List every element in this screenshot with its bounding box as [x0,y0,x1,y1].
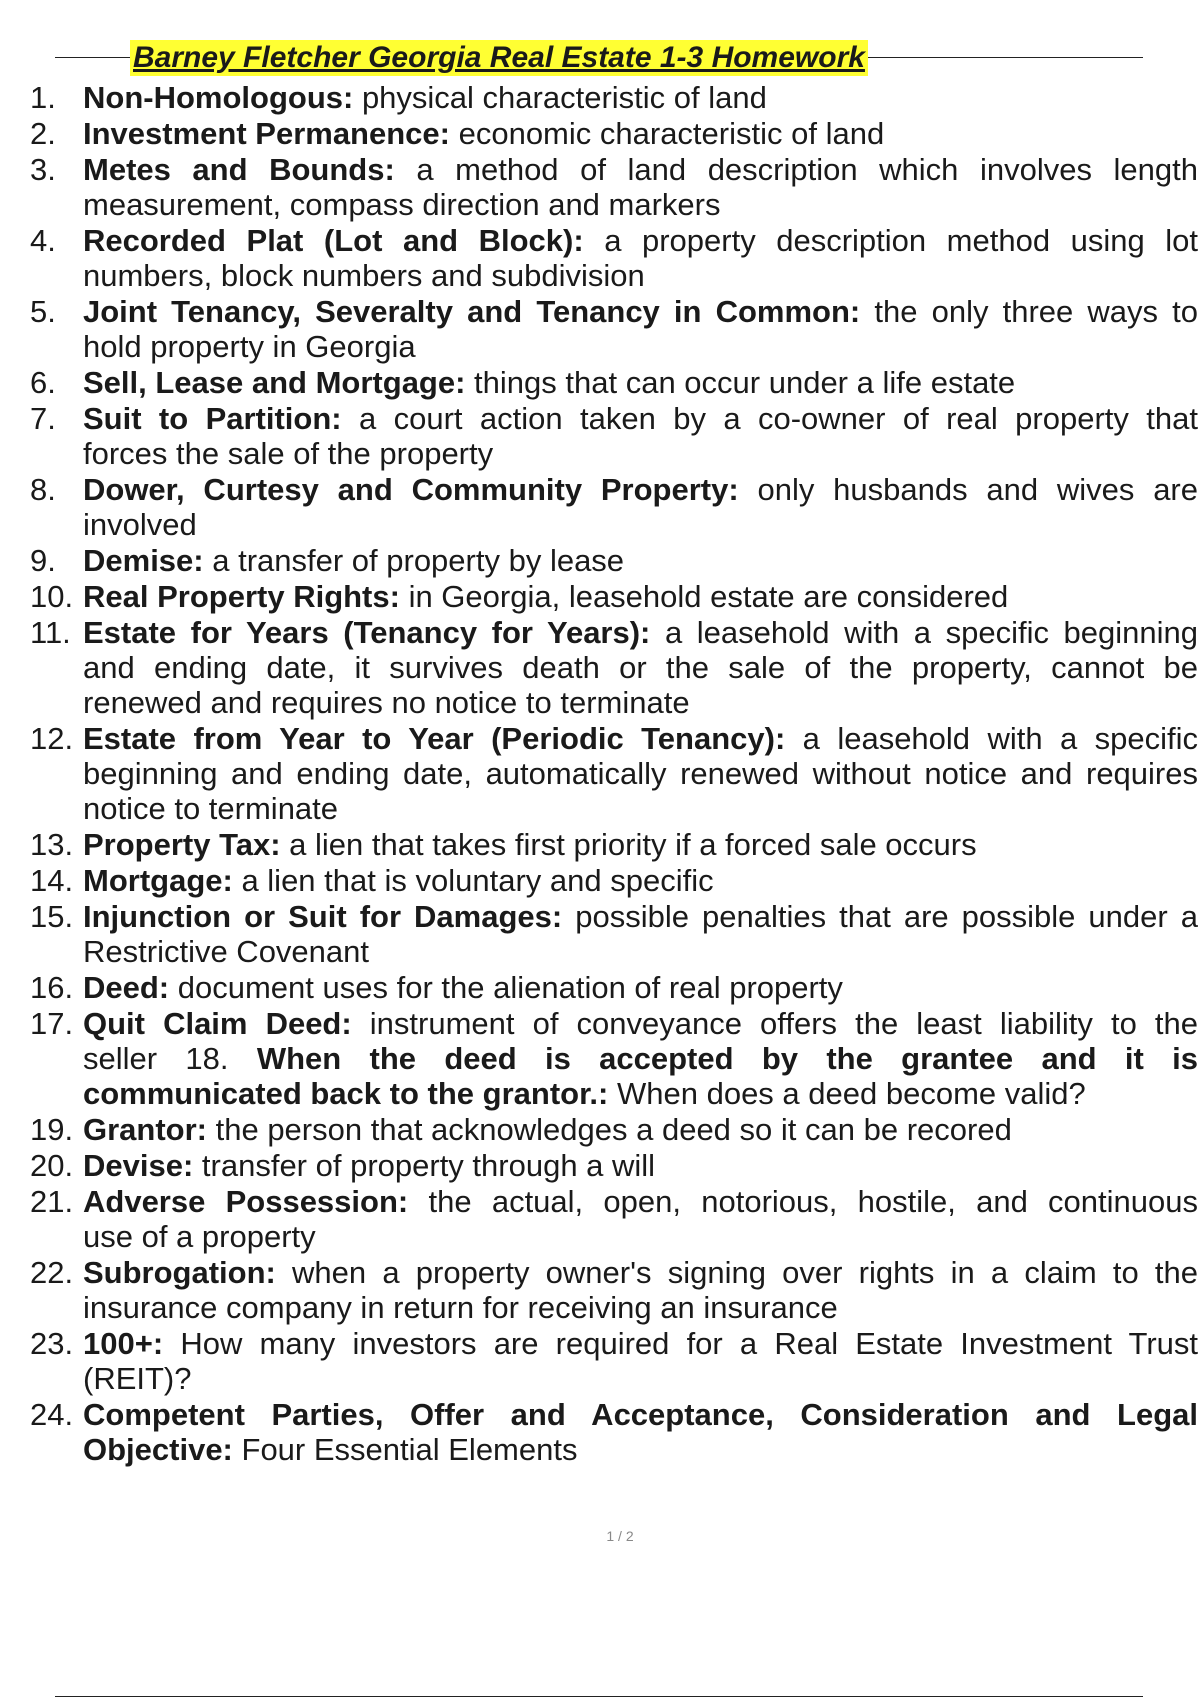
item-number: 17. [30,1006,74,1041]
item-text [83,1112,1198,1147]
item-definition: renewed and requires no notice to terminate [83,685,690,720]
item-definition: a property description method using lot [583,223,1198,258]
item-text [83,543,1198,578]
item-number: 22. [30,1255,74,1290]
item-term: Subrogation: [83,1255,276,1290]
definition-list [30,80,1198,1468]
list-item [30,1112,1198,1147]
item-term: Mortgage: [83,863,233,898]
item-term: Real Property Rights: [83,579,400,614]
item-number: 9. [30,543,56,578]
item-term: Metes and Bounds: [83,152,395,187]
item-definition: a leasehold with a specific beginning [650,615,1198,650]
list-item [30,615,1198,720]
list-item [30,223,1198,293]
item-line [83,721,1198,756]
item-line [83,899,1198,934]
item-definition: and ending date, it survives death or the sale of the property, cannot be [83,650,1198,685]
item-line [83,116,1198,151]
list-item [30,152,1198,222]
item-text [83,1255,1198,1325]
item-line [83,1184,1198,1219]
list-item [30,863,1198,898]
bottom-rule [55,1696,1143,1697]
list-item [30,116,1198,151]
item-text [83,863,1198,898]
item-line [83,80,1198,115]
item-line [83,152,1198,187]
item-line [83,756,1198,791]
item-number: 14. [30,863,74,898]
list-item [30,543,1198,578]
item-definition: physical characteristic of land [353,80,767,115]
item-number: 24. [30,1397,74,1432]
item-term: Injunction or Suit for Damages: [83,899,563,934]
item-term: Recorded Plat (Lot and Block): [83,223,584,258]
item-term: Property Tax: [83,827,281,862]
document-title: Barney Fletcher Georgia Real Estate 1-3 Homework [130,40,868,76]
item-definition: the actual, open, notorious, hostile, and continuous [408,1184,1198,1219]
list-item [30,721,1198,826]
item-number: 3. [30,152,56,187]
list-item [30,827,1198,862]
list-item [30,80,1198,115]
item-text [83,1326,1198,1396]
item-text [83,615,1198,720]
list-item [30,579,1198,614]
item-number: 13. [30,827,74,862]
item-line [83,436,1198,471]
item-definition: a court action taken by a co-owner of real property that [341,401,1198,436]
item-term: Estate from Year to Year (Periodic Tenancy): [83,721,786,756]
item-number: 11. [30,615,71,650]
item-definition: a lien that is voluntary and specific [232,863,714,898]
item-definition: a transfer of property by lease [203,543,625,578]
item-term: When the deed is accepted by the grantee and it is [256,1041,1198,1076]
item-line [83,579,1198,614]
item-line [83,1076,1198,1111]
item-definition: when a property owner's signing over rights in a claim to the [275,1255,1198,1290]
list-item [30,1184,1198,1254]
item-text [83,116,1198,151]
item-line [83,615,1198,650]
item-definition: a method of land description which involves length [394,152,1198,187]
item-text [83,472,1198,542]
item-term: communicated back to the grantor.: [83,1076,609,1111]
item-term: Deed: [83,970,170,1005]
item-line [83,791,1198,826]
item-definition: numbers, block numbers and subdivision [83,258,645,293]
item-number: 4. [30,223,56,258]
item-definition: the only three ways to [860,294,1198,329]
item-line [83,934,1198,969]
item-number: 23. [30,1326,74,1361]
item-text [83,223,1198,293]
list-item [30,1255,1198,1325]
item-text [83,294,1198,364]
item-line [83,258,1198,293]
title-row [55,40,1143,80]
item-definition: (REIT)? [83,1361,192,1396]
item-text [83,827,1198,862]
item-line [83,1432,1198,1467]
item-term: Objective: [83,1432,233,1467]
item-number: 6. [30,365,56,400]
item-definition: transfer of property through a will [193,1148,656,1183]
item-definition: instrument of conveyance offers the least liability to the [351,1006,1198,1041]
item-number: 16. [30,970,74,1005]
item-number: 10. [30,579,74,614]
list-item [30,1397,1198,1467]
item-definition: notice to terminate [83,791,339,826]
item-line [83,543,1198,578]
list-item [30,1326,1198,1396]
item-term: Adverse Possession: [83,1184,409,1219]
item-line [83,507,1198,542]
item-text [83,401,1198,471]
list-item [30,472,1198,542]
list-item [30,365,1198,400]
item-text [83,970,1198,1005]
item-text [83,1006,1198,1111]
item-term: 100+: [83,1326,164,1361]
item-line [83,1326,1198,1361]
list-item [30,1148,1198,1183]
item-number: 21. [30,1184,74,1219]
item-definition: insurance company in return for receiving an insurance [83,1290,838,1325]
item-term: Joint Tenancy, Severalty and Tenancy in Common: [83,294,861,329]
item-line [83,1148,1198,1183]
item-term: Investment Permanence: [83,116,450,151]
item-number: 1. [30,80,56,115]
item-line [83,472,1198,507]
item-definition: the person that acknowledges a deed so it can be recored [207,1112,1012,1147]
item-term: Quit Claim Deed: [83,1006,352,1041]
item-line [83,223,1198,258]
item-definition: measurement, compass direction and markers [83,187,721,222]
item-text [83,152,1198,222]
item-text [83,721,1198,826]
item-line [83,1041,1198,1076]
item-text [83,365,1198,400]
item-number: 20. [30,1148,74,1183]
item-definition: When does a deed become valid? [608,1076,1086,1111]
item-definition: beginning and ending date, automatically renewed without notice and requires [83,756,1198,791]
item-number: 7. [30,401,56,436]
item-number: 5. [30,294,56,329]
item-line [83,685,1198,720]
list-item [30,294,1198,364]
item-line [83,187,1198,222]
item-line [83,365,1198,400]
item-definition: Restrictive Covenant [83,934,370,969]
item-term: Estate for Years (Tenancy for Years): [83,615,651,650]
item-text [83,1397,1198,1467]
list-item [30,401,1198,471]
item-line [83,294,1198,329]
list-item [30,899,1198,969]
item-definition: use of a property [83,1219,316,1254]
item-line [83,827,1198,862]
item-line [83,1290,1198,1325]
item-term: Grantor: [83,1112,207,1147]
item-definition: possible penalties that are possible under a [562,899,1198,934]
item-number: 15. [30,899,74,934]
item-number: 12. [30,721,74,756]
list-item [30,1006,1198,1111]
item-definition: a lien that takes first priority if a forced sale occurs [280,827,977,862]
item-definition: forces the sale of the property [83,436,494,471]
item-text [83,80,1198,115]
item-definition: only husbands and wives are [738,472,1198,507]
item-term: Sell, Lease and Mortgage: [83,365,466,400]
item-line [83,1361,1198,1396]
item-text [83,1184,1198,1254]
item-term: Non-Homologous: [83,80,354,115]
item-line [83,970,1198,1005]
item-term: Devise: [83,1148,194,1183]
item-text [83,899,1198,969]
item-term: Competent Parties, Offer and Acceptance, Consideration and Legal [83,1397,1198,1432]
item-definition: things that can occur under a life estate [465,365,1016,400]
item-term: Dower, Curtesy and Community Property: [83,472,739,507]
item-line [83,650,1198,685]
item-number: 19. [30,1112,74,1147]
page-number: 1 / 2 [606,1528,634,1544]
item-text [83,1148,1198,1183]
item-definition: hold property in Georgia [83,329,416,364]
list-item [30,970,1198,1005]
item-text [83,579,1198,614]
item-number: 2. [30,116,56,151]
item-number: 8. [30,472,56,507]
item-line [83,1112,1198,1147]
item-definition: economic characteristic of land [449,116,885,151]
item-definition: seller 18. [83,1041,257,1076]
item-definition: document uses for the alienation of real property [169,970,843,1005]
item-definition: Four Essential Elements [232,1432,578,1467]
item-line [83,1006,1198,1041]
item-line [83,1219,1198,1254]
item-definition: How many investors are required for a Real Estate Investment Trust [163,1326,1198,1361]
item-line [83,863,1198,898]
item-definition: in Georgia, leasehold estate are considered [399,579,1009,614]
item-line [83,401,1198,436]
item-definition: involved [83,507,197,542]
item-definition: a leasehold with a specific [785,721,1198,756]
item-line [83,329,1198,364]
item-term: Suit to Partition: [83,401,342,436]
item-line [83,1255,1198,1290]
item-line [83,1397,1198,1432]
item-term: Demise: [83,543,204,578]
